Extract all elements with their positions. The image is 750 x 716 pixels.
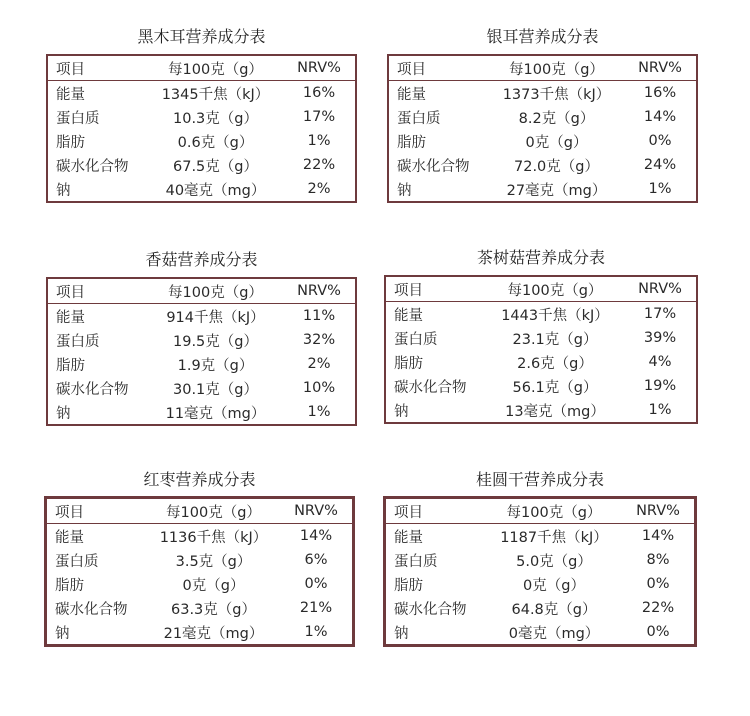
nutrient-nrv: 16% [643,85,677,101]
table-row [47,620,352,644]
header-per100g: 每100克（g） [166,504,261,521]
nutrient-value: 1443千焦（kJ） [501,307,609,324]
header-item: 项目 [56,61,85,78]
nutrient-nrv: 10% [302,380,336,396]
nutrient-value: 1373千焦（kJ） [502,86,611,103]
nutrient-value: 0毫克（mg） [508,625,600,642]
nutrient-value: 13毫克（mg） [505,403,605,420]
nutrient-name: 能量 [397,86,426,103]
nutrient-nrv: 1% [304,624,328,640]
nutrient-value: 67.5克（g） [173,158,258,175]
header-nrv: NRV% [636,503,680,519]
nutrient-nrv: 17% [643,306,677,322]
nutrient-nrv: 2% [307,356,331,372]
nutrient-name: 钠 [397,182,412,199]
nutrient-value: 72.0克（g） [514,158,599,175]
nutrient-value: 19.5克（g） [173,333,258,350]
nutrient-value: 1187千焦（kJ） [500,529,608,546]
nutrient-value: 27毫克（mg） [506,182,607,199]
header-nrv: NRV% [294,503,338,519]
header-per100g: 每100克（g） [509,61,604,78]
table-row [47,572,352,596]
table-row [47,524,352,548]
header-nrv: NRV% [297,283,341,299]
nutrient-value: 0.6克（g） [177,134,254,151]
nutrient-name: 能量 [394,307,423,324]
nutrient-name: 蛋白质 [56,110,100,127]
header-nrv: NRV% [638,60,682,76]
nutrient-nrv: 21% [299,600,333,616]
nutrient-value: 3.5克（g） [175,553,252,570]
nutrient-value: 1345千焦（kJ） [161,86,270,103]
nutrient-name: 蛋白质 [397,110,441,127]
nutrient-nrv: 14% [643,109,677,125]
nutrient-nrv: 0% [646,576,670,592]
nutrient-nrv: 24% [643,157,677,173]
nutrient-value: 21毫克（mg） [163,625,264,642]
nutrient-nrv: 11% [302,308,336,324]
table-title: 黑木耳营养成分表 [137,27,266,46]
nutrient-nrv: 16% [302,85,336,101]
header-per100g: 每100克（g） [168,284,263,301]
nutrient-nrv: 39% [643,330,677,346]
nutrient-value: 914千焦（kJ） [166,309,265,326]
table-title: 桂圆干营养成分表 [475,470,604,489]
nutrient-nrv: 0% [646,624,670,640]
nutrient-nrv: 2% [307,181,331,197]
table-title: 香菇营养成分表 [145,250,258,269]
nutrient-value: 64.8克（g） [511,601,597,618]
nutrient-nrv: 1% [648,181,672,197]
nutrient-name: 脂肪 [397,134,426,151]
table-row [386,596,694,620]
nutrient-value: 8.2克（g） [518,110,595,127]
nutrient-nrv: 8% [646,552,670,568]
nutrient-name: 脂肪 [394,355,423,372]
nutrient-name: 钠 [55,625,70,642]
nutrient-name: 碳水化合物 [394,601,467,618]
nutrient-nrv: 17% [302,109,336,125]
nutrient-value: 1136千焦（kJ） [159,529,268,546]
nutrient-nrv: 14% [641,528,675,544]
nutrient-nrv: 1% [307,133,331,149]
nutrient-nrv: 1% [307,404,331,420]
nutrient-name: 碳水化合物 [56,381,129,398]
nutrient-name: 钠 [394,403,409,420]
nutrient-nrv: 32% [302,332,336,348]
nutrient-name: 脂肪 [55,577,84,594]
nutrient-name: 钠 [394,625,409,642]
header-per100g: 每100克（g） [507,282,603,299]
nutrient-value: 2.6克（g） [517,355,593,372]
nutrient-nrv: 0% [304,576,328,592]
header-per100g: 每100克（g） [506,504,602,521]
nutrient-name: 碳水化合物 [397,158,470,175]
nutrient-nrv: 4% [648,354,672,370]
nutrient-name: 蛋白质 [56,333,100,350]
nutrient-value: 0克（g） [523,577,585,594]
nutrient-nrv: 0% [648,133,672,149]
table-title: 红枣营养成分表 [143,470,256,489]
table-row [47,596,352,620]
table-header-row [47,499,352,524]
table-header-row [386,499,694,524]
header-nrv: NRV% [638,281,682,297]
table-title: 茶树菇营养成分表 [476,248,605,267]
nutrient-name: 能量 [394,529,423,546]
nutrient-name: 碳水化合物 [394,379,467,396]
nutrient-value: 56.1克（g） [512,379,598,396]
header-item: 项目 [56,284,85,301]
header-per100g: 每100克（g） [168,61,263,78]
header-item: 项目 [397,61,426,78]
nutrition-table-card [383,0,697,646]
table-title: 银耳营养成分表 [486,27,599,46]
nutrition-table-card [44,0,355,646]
nutrient-name: 脂肪 [56,134,85,151]
nutrient-value: 23.1克（g） [512,331,598,348]
nutrient-value: 1.9克（g） [177,357,254,374]
table-row [386,620,694,644]
nutrient-name: 蛋白质 [394,331,438,348]
nutrient-name: 钠 [56,182,71,199]
nutrient-value: 63.3克（g） [171,601,256,618]
header-item: 项目 [394,504,423,521]
nutrition-table [44,496,355,647]
nutrient-nrv: 6% [304,552,328,568]
nutrient-name: 蛋白质 [394,553,438,570]
header-item: 项目 [55,504,84,521]
nutrient-name: 蛋白质 [55,553,99,570]
nutrient-nrv: 22% [641,600,675,616]
nutrition-table [383,496,697,647]
nutrient-nrv: 14% [299,528,333,544]
nutrient-name: 碳水化合物 [56,158,129,175]
header-nrv: NRV% [297,60,341,76]
nutrient-nrv: 1% [648,402,672,418]
nutrient-value: 10.3克（g） [173,110,258,127]
nutrient-nrv: 22% [302,157,336,173]
table-row [47,548,352,572]
nutrient-name: 脂肪 [394,577,423,594]
nutrient-value: 30.1克（g） [173,381,258,398]
nutrient-value: 40毫克（mg） [165,182,266,199]
table-row [386,524,694,548]
nutrient-value: 0克（g） [182,577,245,594]
nutrient-name: 碳水化合物 [55,601,128,618]
header-item: 项目 [394,282,423,299]
nutrient-value: 5.0克（g） [516,553,592,570]
table-row [386,572,694,596]
nutrient-nrv: 19% [643,378,677,394]
nutrient-name: 能量 [56,86,85,103]
nutrient-name: 能量 [55,529,84,546]
nutrient-name: 钠 [56,405,71,422]
table-row [386,548,694,572]
nutrient-value: 11毫克（mg） [165,405,266,422]
nutrient-name: 能量 [56,309,85,326]
nutrient-value: 0克（g） [525,134,588,151]
nutrient-name: 脂肪 [56,357,85,374]
